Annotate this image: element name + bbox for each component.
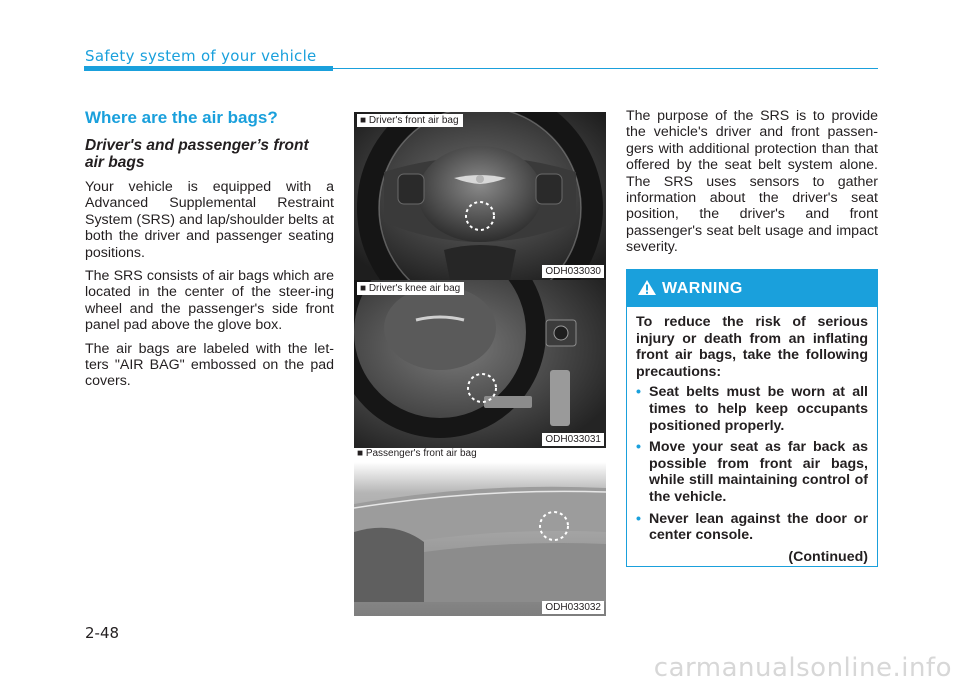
warning-bullet [636, 384, 868, 434]
warning-intro: To reduce the risk of serious injury or death from an inflating front air bags, take the following precautions: [636, 314, 868, 380]
bullet-icon: • [636, 510, 641, 527]
figure-code: ODH033032 [542, 601, 604, 614]
figure-passenger-front-airbag [354, 462, 606, 616]
figure-caption: ■ Driver's knee air bag [357, 282, 464, 295]
left-column [85, 108, 334, 397]
bullet-icon: • [636, 384, 641, 401]
paragraph-srs-purpose: The purpose of the SRS is to provide the vehicle's driver and front passen-gers with additional protection than that offered by the seat belt system alone. The SRS uses sensors to gather information about the driver's seat position, the driver's and front passenger's seat belt usage and impact severity. [626, 108, 878, 256]
figure-code: ODH033031 [542, 433, 604, 446]
paragraph-airbag-label: The air bags are labeled with the let-ters "AIR BAG" embossed on the pad covers. [85, 340, 334, 390]
dashboard-illustration [354, 462, 606, 616]
steering-wheel-illustration [354, 112, 606, 280]
figure-code: ODH033030 [542, 265, 604, 278]
subheading-line-1: Driver's and passenger’s front [85, 137, 309, 154]
warning-header [627, 270, 877, 307]
warning-bullet [636, 511, 868, 544]
subheading [85, 137, 334, 171]
warning-bullet-text: Never lean against the door or center console. [649, 510, 868, 544]
paragraph-srs-location: The SRS consists of air bags which are located in the center of the steer-ing wheel and the passenger's side front panel pad above the glove box. [85, 268, 334, 334]
watermark: carmanualsonline.info [653, 653, 952, 683]
paragraph-equipment: Your vehicle is equipped with a Advanced Supplemental Restraint System (SRS) and lap/shoulder belts at both the driver and passenger seating positions. [85, 179, 334, 261]
figure-driver-knee-airbag [354, 280, 606, 448]
warning-bullet-text: Seat belts must be worn at all times to help keep occupants positioned properly. [649, 384, 868, 434]
header-rule-accent [84, 66, 333, 71]
warning-body [627, 307, 877, 565]
warning-bullet-text: Move your seat as far back as possible from front air bags, while still maintaining control of the vehicle. [649, 439, 868, 505]
right-column [626, 108, 878, 256]
section-heading: Where are the air bags? [85, 108, 278, 127]
figure-caption: ■ Passenger's front air bag [357, 448, 477, 459]
header-rule [333, 68, 878, 69]
warning-triangle-icon [637, 279, 657, 296]
figure-driver-front-airbag [354, 112, 606, 280]
figure-caption: ■ Driver's front air bag [357, 114, 463, 127]
warning-title: WARNING [662, 280, 743, 297]
subheading-line-2: air bags [85, 154, 145, 171]
section-header-title: Safety system of your vehicle [85, 47, 317, 65]
bullet-icon: • [636, 439, 641, 456]
continued-label: (Continued) [788, 548, 868, 565]
knee-airbag-illustration [354, 280, 606, 448]
warning-box [626, 269, 878, 567]
page-number: 2-48 [85, 624, 120, 642]
warning-bullet [636, 439, 868, 505]
